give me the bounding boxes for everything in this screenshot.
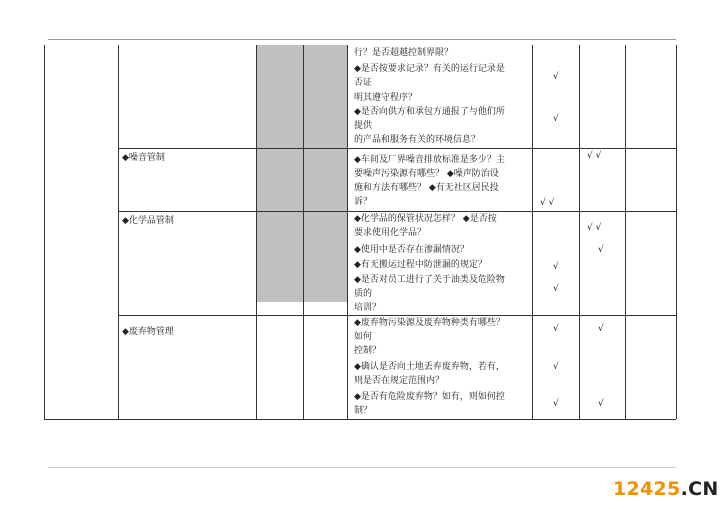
grid-line [118, 315, 676, 316]
grid-line [579, 45, 580, 419]
question-text: 则是否在规定范围内？ [354, 376, 445, 386]
question-text: 要求使用化学品？ [354, 228, 427, 238]
question-text: 施和方法有哪些？ ◆有无社区居民投 [354, 183, 499, 193]
question-text: ◆车间及厂界噪音排放标准是多少？主 [354, 155, 505, 165]
grid-line [625, 45, 626, 419]
check-mark: √ [553, 262, 559, 272]
question-text: ◆废弃物污染源及废弃物种类有哪些？ [354, 318, 505, 328]
grid-line [118, 211, 676, 212]
grid-line [256, 45, 257, 419]
question-text: ◆是否按要求记录？有关的运行记录是 [354, 64, 505, 74]
shaded-cell [257, 45, 347, 211]
check-mark: √ [598, 324, 604, 334]
check-mark: √ [553, 362, 559, 372]
watermark-suffix: .CN [680, 478, 719, 500]
watermark-number: 12425 [613, 478, 681, 500]
question-text: 诉？ [354, 197, 373, 207]
question-text: 的产品和服务有关的环境信息？ [354, 135, 481, 145]
grid-line [347, 45, 348, 419]
shaded-cell [257, 211, 347, 302]
check-mark: √ √ [587, 151, 602, 161]
category-label: ◆废弃物管理 [122, 327, 174, 337]
question-text: ◆是否有危险废弃物？如有，则如何控 [354, 392, 505, 402]
grid-line [44, 45, 45, 419]
question-text: 培训？ [354, 303, 382, 313]
check-mark: √ √ [540, 198, 555, 208]
check-mark: √ [598, 245, 604, 255]
question-text: ◆是否向供方和承包方通报了与他们所 [354, 107, 505, 117]
category-label: ◆噪音管制 [122, 153, 165, 163]
grid-line [676, 45, 677, 419]
question-text: ◆确认是否向土地丢弃废弃物，若有， [354, 362, 505, 372]
check-mark: √ √ [587, 223, 602, 233]
grid-line [118, 148, 676, 149]
grid-line [532, 45, 533, 419]
question-text: 行？是否超越控制界限？ [354, 48, 454, 58]
check-mark: √ [553, 284, 559, 294]
question-text: ◆使用中是否存在渗漏情况？ [354, 245, 469, 255]
question-text: 明其遵守程序？ [354, 93, 418, 103]
header-rule [48, 39, 676, 40]
check-mark: √ [553, 72, 559, 82]
question-text: ◆是否对员工进行了关于油类及危险物 [354, 275, 505, 285]
watermark-logo [613, 478, 719, 500]
question-text: 要噪声污染源有哪些？ ◆噪声防治设 [354, 169, 499, 179]
grid-line [44, 419, 676, 420]
question-text: 控制？ [354, 346, 382, 356]
check-mark: √ [598, 399, 604, 409]
grid-line [303, 45, 304, 419]
question-text: 提供 [354, 121, 373, 131]
question-text: ◆有无搬运过程中防泄漏的规定？ [354, 260, 487, 270]
check-mark: √ [553, 324, 559, 334]
question-text: 制？ [354, 406, 373, 416]
grid-line [118, 45, 119, 419]
question-text: 质的 [354, 289, 373, 299]
question-text: 如何 [354, 332, 373, 342]
check-mark: √ [553, 399, 559, 409]
footer-rule [48, 467, 676, 468]
check-mark: √ [553, 114, 559, 124]
question-text: 否证 [354, 78, 373, 88]
category-label: ◆化学品管制 [122, 216, 174, 226]
question-text: ◆化学品的保管状况怎样？ ◆是否按 [354, 214, 497, 224]
